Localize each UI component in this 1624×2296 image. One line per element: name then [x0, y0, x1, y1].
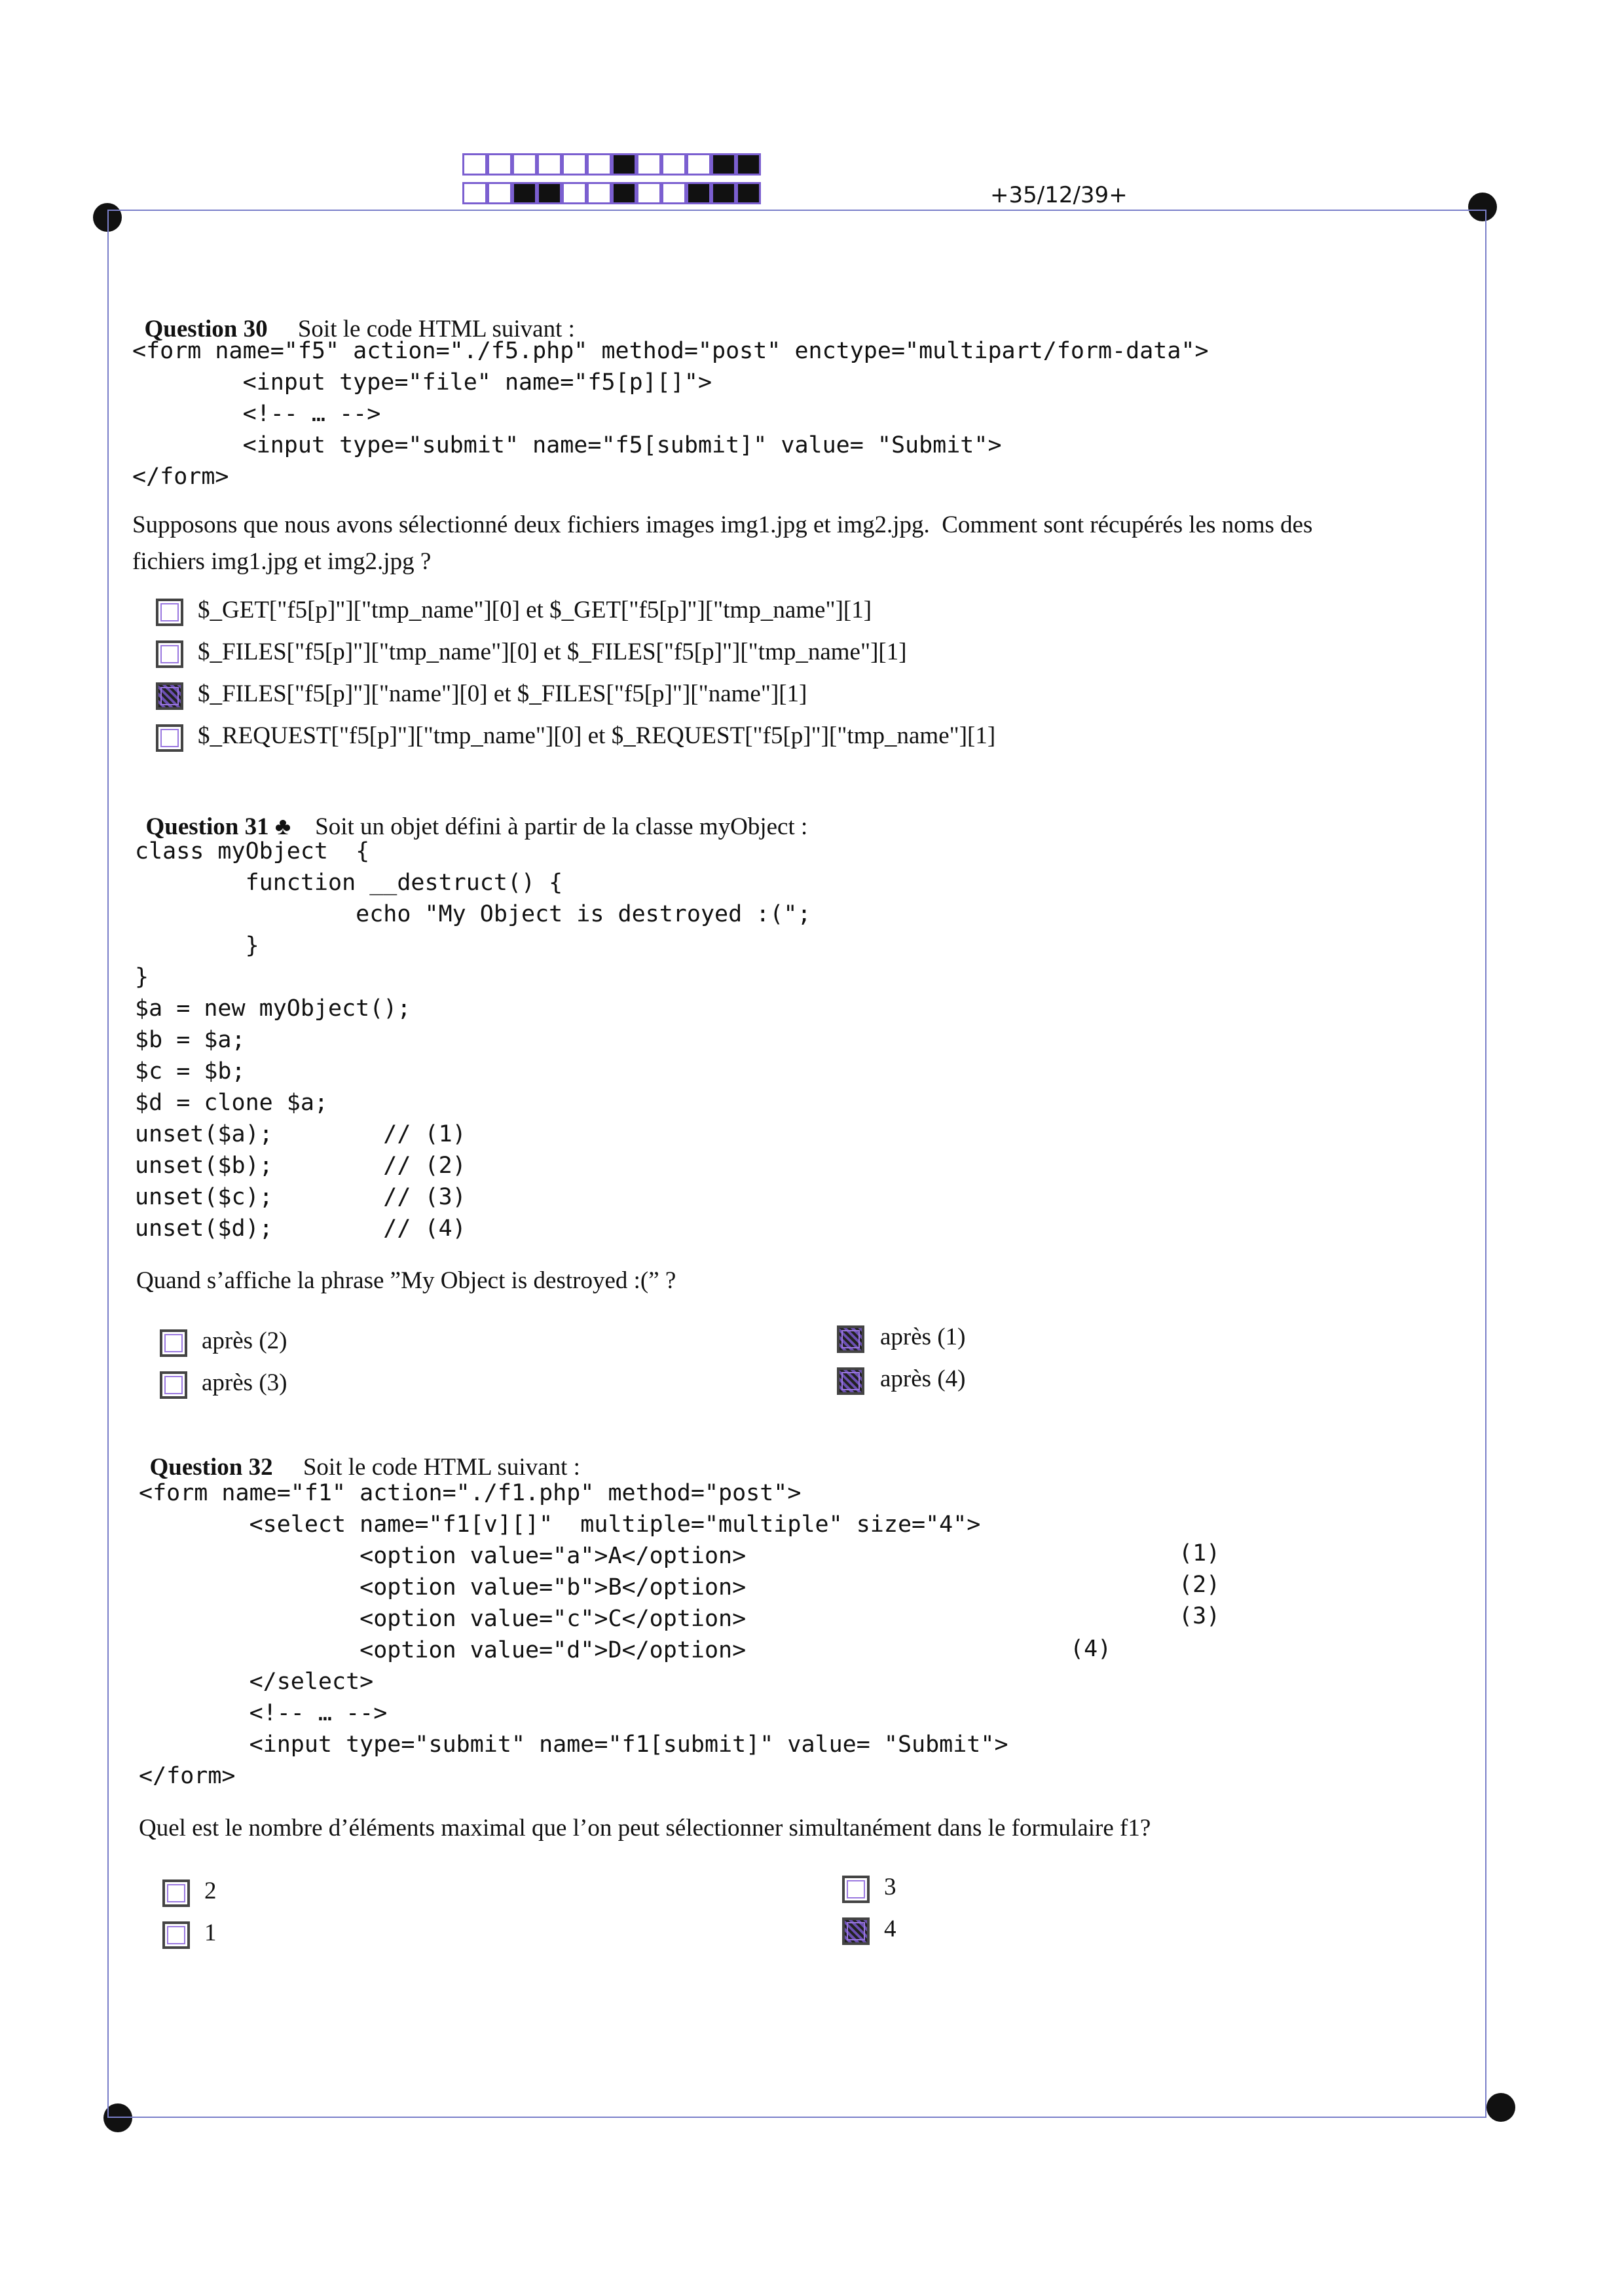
- page-id: +35/12/39+: [990, 182, 1128, 208]
- q31-option-3-label: après (1): [880, 1324, 966, 1350]
- q31-option-2-checkbox[interactable]: [160, 1371, 187, 1399]
- q32-option-3-checkbox[interactable]: [842, 1876, 870, 1903]
- code-line: $a = new myObject();: [135, 995, 411, 1022]
- q30-option-3-label: $_FILES["f5[p]"]["name"][0] et $_FILES["f5[p]"]["name"][1]: [198, 680, 807, 707]
- id-code-box: [612, 153, 637, 176]
- code-line: unset($b); // (2): [135, 1153, 466, 1179]
- id-code-box: [661, 182, 686, 204]
- code-line: </form>: [139, 1763, 236, 1789]
- code-line: <option value="c">C</option>: [139, 1606, 747, 1632]
- code-line: <!-- … -->: [139, 1700, 388, 1726]
- q32-option-1-checkbox[interactable]: [162, 1879, 190, 1907]
- id-code-box: [562, 182, 587, 204]
- id-code-box: [736, 182, 761, 204]
- id-code-box: [686, 182, 711, 204]
- q32-option-2-label: 1: [204, 1919, 217, 1946]
- id-code-box: [487, 182, 512, 204]
- code-line: <option value="a">A</option>: [139, 1543, 747, 1569]
- q31-number: Question 31: [145, 813, 269, 840]
- q30-option-2-checkbox[interactable]: [156, 640, 183, 668]
- code-line: }: [135, 964, 149, 990]
- q30-option-1-label: $_GET["f5[p]"]["tmp_name"][0] et $_GET["f5[p]"]["tmp_name"][1]: [198, 597, 872, 623]
- q30-intro: Soit le code HTML suivant :: [297, 316, 575, 343]
- code-line: <input type="file" name="f5[p][]">: [132, 369, 712, 396]
- id-code-box: [562, 153, 587, 176]
- id-code-box: [512, 153, 537, 176]
- id-code-box: [537, 182, 562, 204]
- q32-code: [139, 1477, 1008, 1792]
- code-line: unset($d); // (4): [135, 1215, 466, 1242]
- q30-number: Question 30: [144, 316, 268, 343]
- code-line: class myObject {: [135, 838, 370, 864]
- code-line: <input type="submit" name="f1[submit]" value= "Submit">: [139, 1731, 1008, 1758]
- q32-option-4-checkbox[interactable]: [842, 1917, 870, 1945]
- q32-option-2-checkbox[interactable]: [162, 1921, 190, 1949]
- q30-question-line2: fichiers img1.jpg et img2.jpg ?: [132, 548, 432, 575]
- q31-option-4-checkbox[interactable]: [837, 1367, 864, 1395]
- id-code-box: [637, 153, 661, 176]
- id-code-box: [612, 182, 637, 204]
- q32-marker-4: (4): [1070, 1636, 1112, 1662]
- id-code-box: [637, 182, 661, 204]
- code-line: <form name="f5" action="./f5.php" method="post" enctype="multipart/form-data">: [132, 338, 1209, 364]
- code-line: $c = $b;: [135, 1058, 246, 1084]
- q31-option-2-label: après (3): [202, 1369, 287, 1396]
- q32-number: Question 32: [149, 1454, 273, 1481]
- id-code-box: [462, 182, 487, 204]
- id-code-box: [661, 153, 686, 176]
- id-code-box: [587, 153, 612, 176]
- id-code-box: [512, 182, 537, 204]
- q32-option-4-label: 4: [884, 1916, 896, 1942]
- q31-option-4-label: après (4): [880, 1365, 966, 1392]
- id-code-box: [462, 153, 487, 176]
- q30-option-2-label: $_FILES["f5[p]"]["tmp_name"][0] et $_FILES["f5[p]"]["tmp_name"][1]: [198, 639, 907, 665]
- q32-question: Quel est le nombre d’éléments maximal que l’on peut sélectionner simultanément dans le formulaire f1?: [139, 1815, 1151, 1842]
- code-line: unset($c); // (3): [135, 1184, 466, 1210]
- id-code-box: [711, 153, 736, 176]
- q32-marker-1: (1): [1179, 1540, 1221, 1566]
- q30-option-3-checkbox[interactable]: [156, 682, 183, 710]
- code-line: </form>: [132, 464, 229, 490]
- q30-option-4-checkbox[interactable]: [156, 724, 183, 752]
- q31-title: [134, 785, 807, 841]
- club-icon: ♣: [274, 813, 291, 840]
- q30-question-line1: Supposons que nous avons sélectionné deux fichiers images img1.jpg et img2.jpg. Comment sont récupérés les noms des: [132, 511, 1313, 538]
- id-code-box: [537, 153, 562, 176]
- code-line: </select>: [139, 1669, 374, 1695]
- q32-intro: Soit le code HTML suivant :: [303, 1454, 580, 1481]
- id-code-box: [686, 153, 711, 176]
- q32-option-1-label: 2: [204, 1878, 217, 1904]
- code-line: $d = clone $a;: [135, 1090, 329, 1116]
- q31-question: Quand s’affiche la phrase ”My Object is destroyed :(” ?: [136, 1267, 676, 1294]
- id-code-box: [587, 182, 612, 204]
- code-line: <option value="d">D</option>: [139, 1637, 747, 1663]
- code-line: <form name="f1" action="./f1.php" method="post">: [139, 1480, 802, 1506]
- code-line: <input type="submit" name="f5[submit]" value= "Submit">: [132, 432, 1002, 458]
- q30-option-1-checkbox[interactable]: [156, 599, 183, 626]
- code-line: <option value="b">B</option>: [139, 1574, 747, 1601]
- q30-code: [132, 335, 1209, 492]
- id-code-box: [736, 153, 761, 176]
- q31-option-3-checkbox[interactable]: [837, 1325, 864, 1353]
- q32-marker-3: (3): [1179, 1603, 1221, 1629]
- q32-marker-2: (2): [1179, 1572, 1221, 1598]
- q31-option-1-label: après (2): [202, 1327, 287, 1354]
- q31-code: [135, 836, 811, 1244]
- q30-option-4-label: $_REQUEST["f5[p]"]["tmp_name"][0] et $_REQUEST["f5[p]"]["tmp_name"][1]: [198, 722, 996, 749]
- q32-title: [138, 1425, 580, 1481]
- code-line: echo "My Object is destroyed :(";: [135, 901, 811, 927]
- code-line: function __destruct() {: [135, 870, 563, 896]
- code-line: }: [135, 933, 259, 959]
- id-code-box: [487, 153, 512, 176]
- q31-intro: Soit un objet défini à partir de la classe myObject :: [315, 813, 808, 840]
- code-line: <!-- … -->: [132, 401, 381, 427]
- q32-option-3-label: 3: [884, 1874, 896, 1900]
- registration-mark-bottom-right: [1486, 2093, 1515, 2122]
- code-line: $b = $a;: [135, 1027, 246, 1053]
- id-code-box: [711, 182, 736, 204]
- q31-option-1-checkbox[interactable]: [160, 1329, 187, 1357]
- code-line: <select name="f1[v][]" multiple="multiple" size="4">: [139, 1511, 981, 1538]
- code-line: unset($a); // (1): [135, 1121, 466, 1147]
